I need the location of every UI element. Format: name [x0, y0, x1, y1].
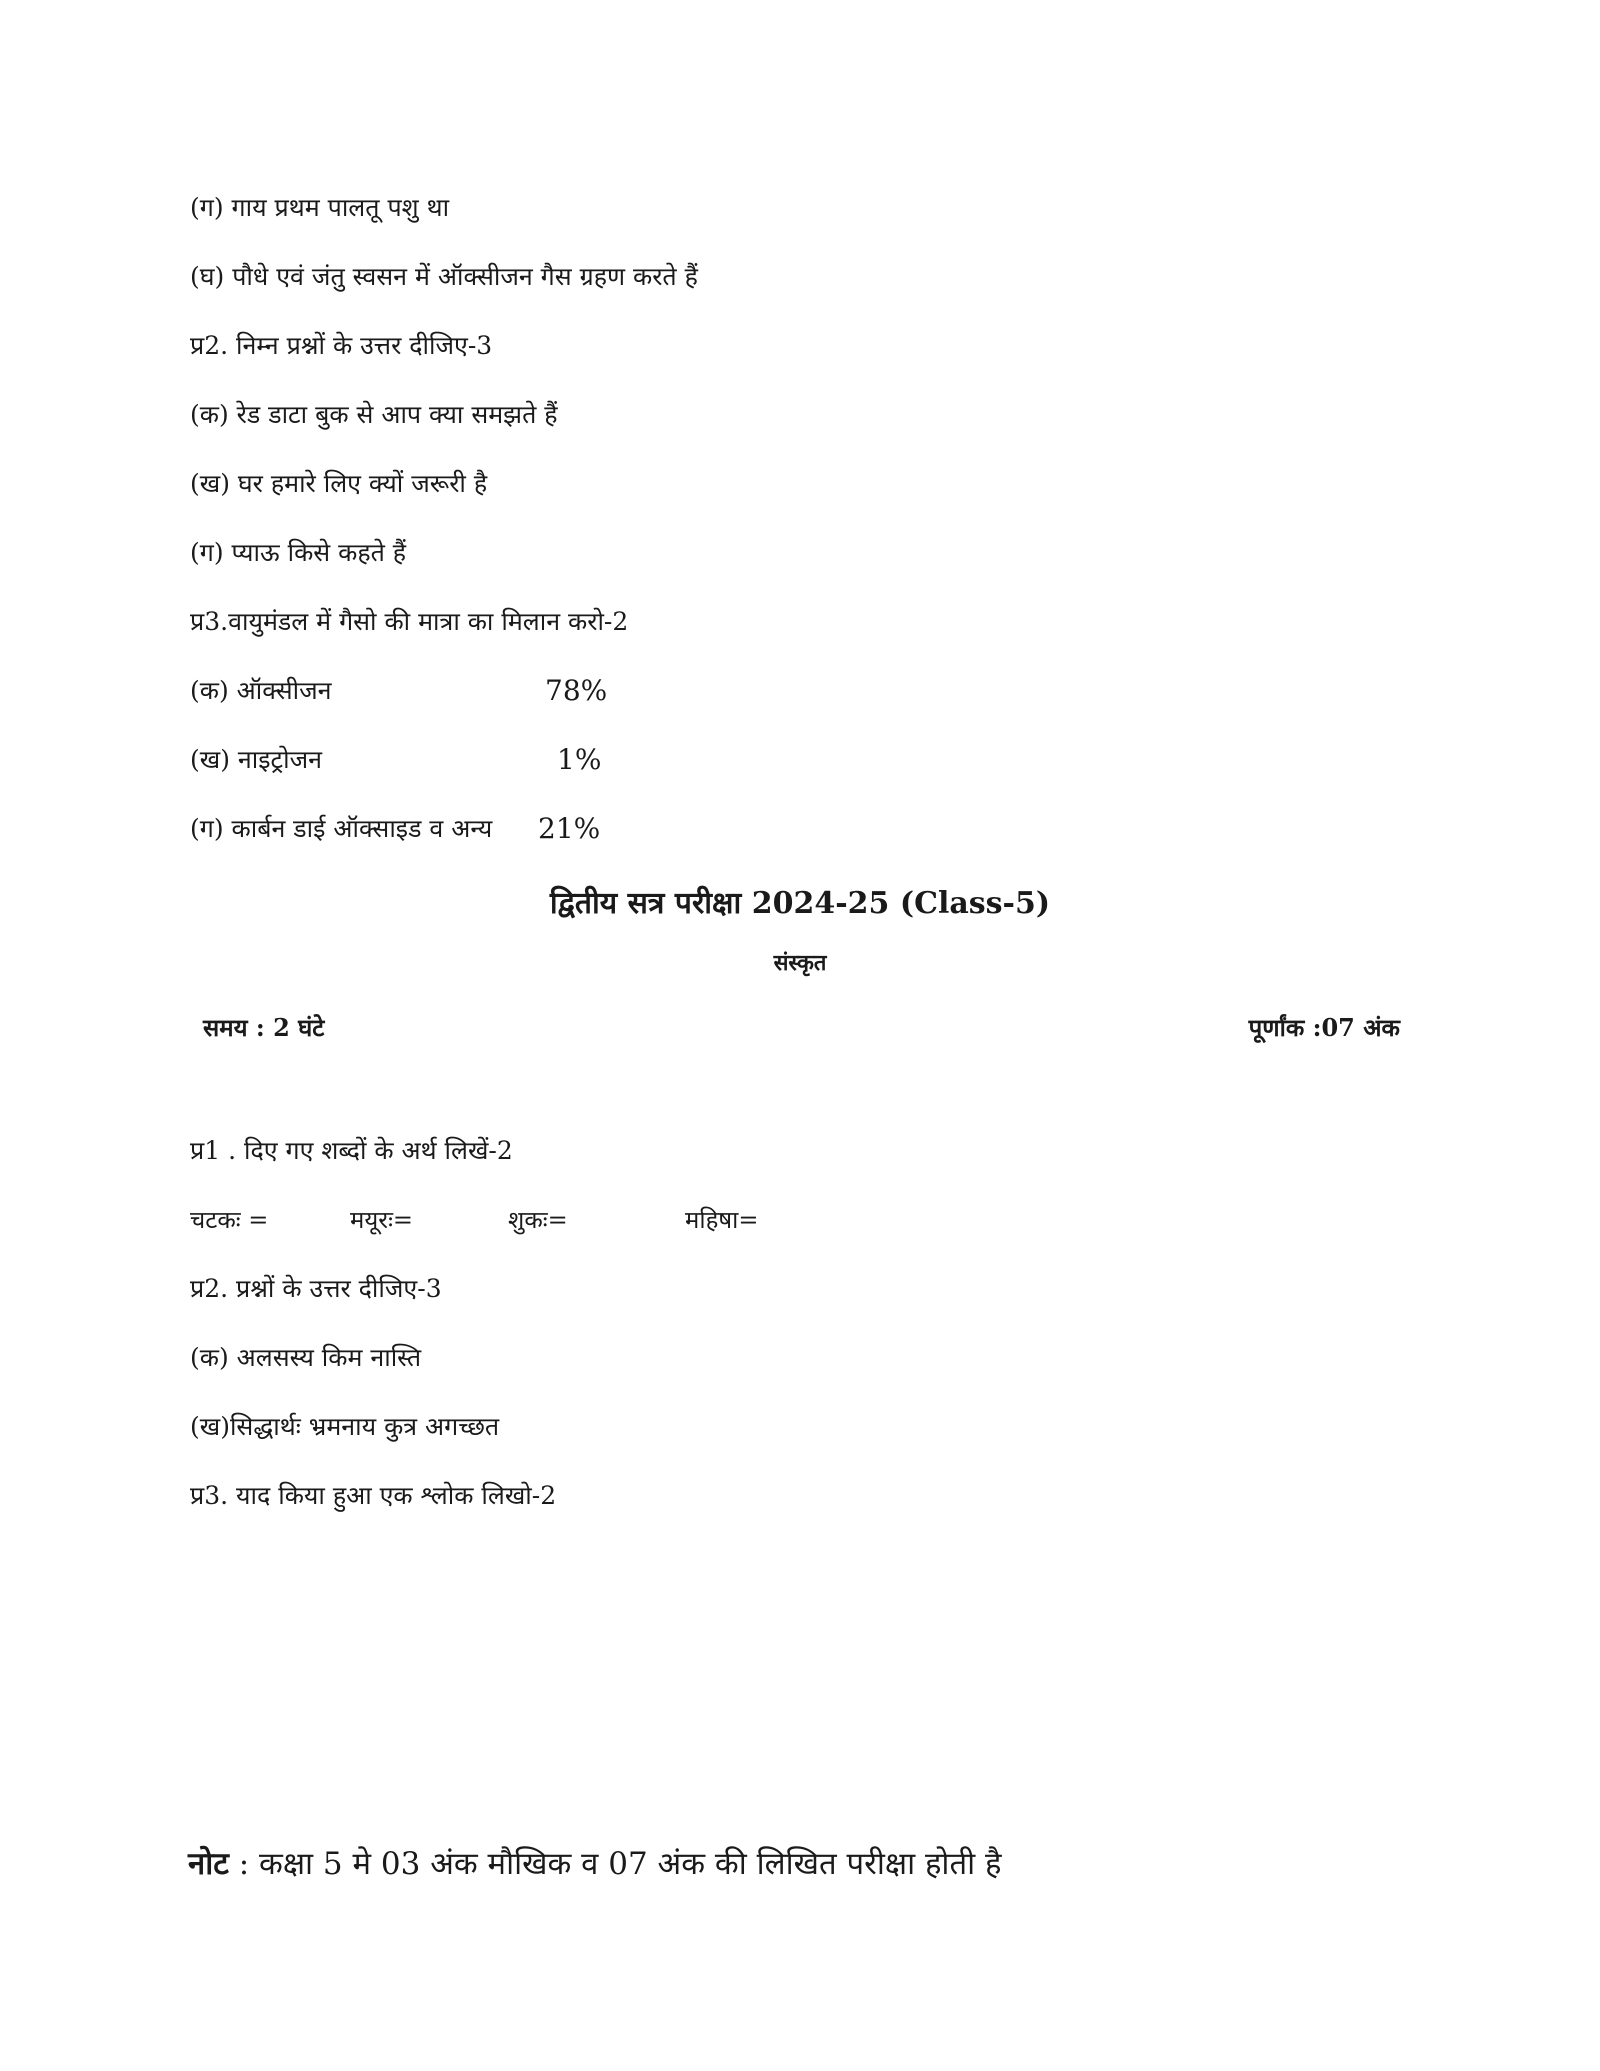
question-heading: प्र3.वायुमंडल में गैसो की मात्रा का मिलान करो-2	[190, 607, 629, 636]
time-label: समय : 2 घंटे	[203, 1013, 325, 1042]
question-line: (ग) प्याऊ किसे कहते हैं	[190, 538, 407, 567]
match-item-right: 1%	[557, 743, 602, 776]
exam-title: द्वितीय सत्र परीक्षा 2024-25 (Class-5)	[549, 886, 1051, 921]
match-item-right: 21%	[538, 812, 601, 845]
word-item: मयूरः=	[350, 1206, 414, 1234]
question-heading: प्र2. प्रश्नों के उत्तर दीजिए-3	[190, 1274, 442, 1303]
question-line: (क) रेड डाटा बुक से आप क्या समझते हैं	[190, 400, 558, 429]
word-list	[190, 1203, 1090, 1237]
match-item-left: (ख) नाइट्रोजन	[190, 745, 323, 774]
match-item-right: 78%	[545, 674, 608, 707]
question-line: (क) अलसस्य किम नास्ति	[190, 1343, 422, 1372]
word-item: चटकः =	[190, 1206, 269, 1234]
question-heading: प्र3. याद किया हुआ एक श्लोक लिखो-2	[190, 1481, 557, 1510]
question-heading: प्र1 . दिए गए शब्दों के अर्थ लिखें-2	[190, 1136, 513, 1165]
word-item: शुकः=	[508, 1206, 568, 1234]
question-line: (ग) गाय प्रथम पालतू पशु था	[190, 193, 450, 222]
question-line: (ख)सिद्धार्थः भ्रमनाय कुत्र अगच्छत	[190, 1412, 500, 1441]
question-line: (घ) पौधे एवं जंतु स्वसन में ऑक्सीजन गैस ग्रहण करते हैं	[190, 262, 698, 291]
match-item-left: (ग) कार्बन डाई ऑक्साइड व अन्य	[190, 814, 493, 843]
marks-label: पूर्णांक :07 अंक	[1248, 1013, 1400, 1042]
note	[188, 1843, 1001, 1885]
subject-heading: संस्कृत	[773, 950, 827, 976]
question-heading: प्र2. निम्न प्रश्नों के उत्तर दीजिए-3	[190, 331, 493, 360]
word-item: महिषा=	[685, 1206, 759, 1234]
match-item-left: (क) ऑक्सीजन	[190, 676, 332, 705]
note-label: नोट	[188, 1846, 229, 1882]
question-line: (ख) घर हमारे लिए क्यों जरूरी है	[190, 469, 488, 498]
note-text: : कक्षा 5 मे 03 अंक मौखिक व 07 अंक की लिखित परीक्षा होती है	[238, 1846, 1002, 1882]
